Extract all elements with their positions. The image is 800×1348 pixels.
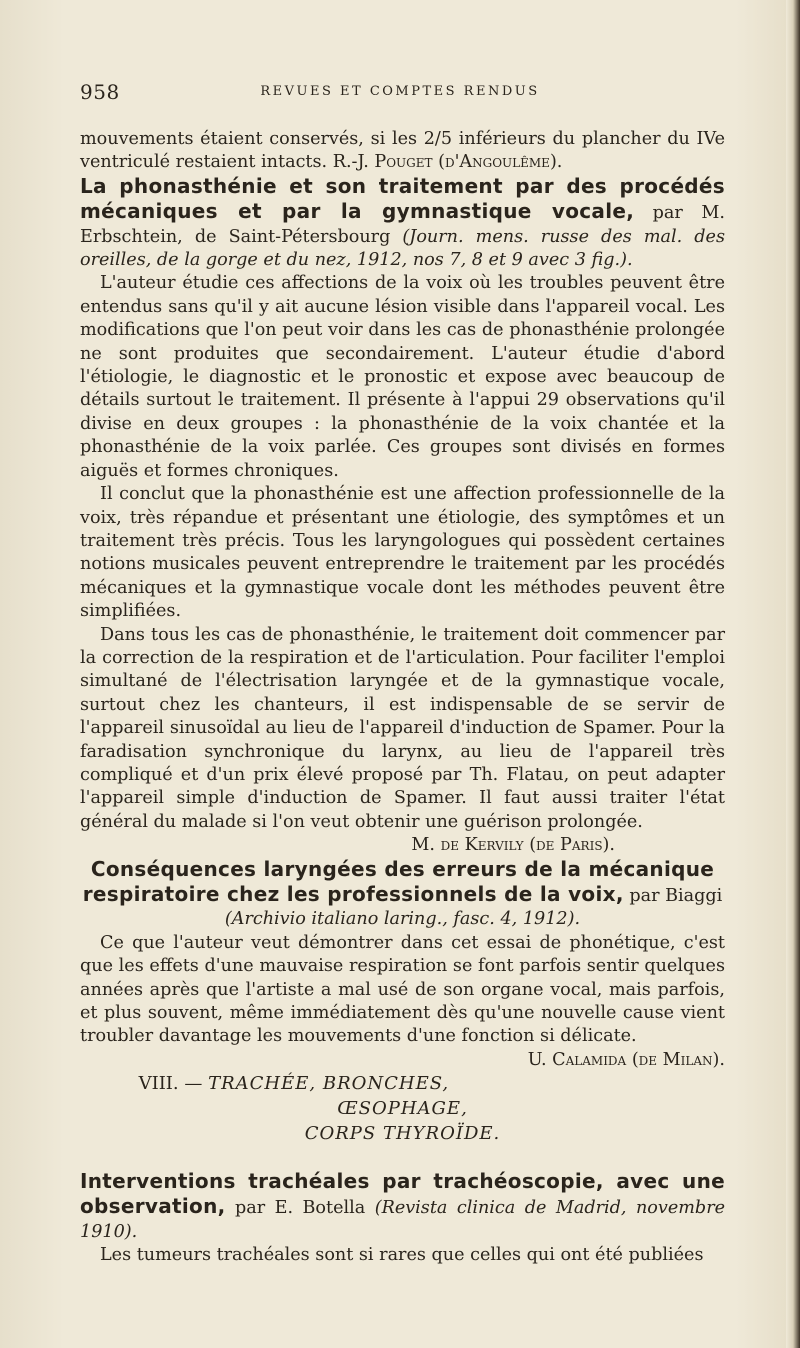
page-header (80, 80, 720, 102)
article-1-signature (80, 834, 725, 857)
page-number: 958 (80, 80, 120, 104)
article-2-paragraph (80, 932, 725, 1070)
article-1-byline: par M. Erbschtein, de Saint-Pétersbourg (80, 203, 725, 247)
page-body (80, 128, 725, 1267)
article-3-heading (80, 1170, 725, 1244)
running-title: REVUES ET COMPTES RENDUS (260, 84, 540, 99)
article-2-text: Ce que l'auteur veut démontrer dans cet essai de phonétique, c'est que les effets d'une mauvaise respiration se font parfois sentir quelques années après que l'artiste a mal usé de son organe vocal, mais parfois, et plus souvent, même immédiatement dès qu'une nouvelle cause vient troubler davantage les mouvements d'une fonction si délicate. (80, 932, 725, 1047)
article-2-signature: U. Calamida (de Milan). (527, 1049, 725, 1070)
article-1-signature-text: M. de Kervily (de Paris). (411, 835, 615, 856)
article-3-citation: (Revista clinica de Madrid, novembre 1910). (80, 1198, 726, 1242)
article-1-citation: (Journ. mens. russe des mal. des oreilles, de la gorge et du nez, 1912, nos 7, 8 et 9 avec 3 fig.). (80, 226, 725, 271)
section-heading (80, 1071, 725, 1146)
article-3-byline: par E. Botella (234, 1198, 366, 1219)
article-3-paragraph: Les tumeurs trachéales sont si rares que celles qui ont été publiées (100, 1245, 704, 1266)
article-2-heading (80, 858, 725, 932)
article-1-paragraph-1: L'auteur étudie ces affections de la voix où les troubles peuvent être entendus sans qu'il y ait aucune lésion visible dans l'appareil vocal. Les modifications que l'on peut voir dans les cas de phonasthénie prolongée ne sont produites que secondairement. L'auteur étudie d'abord l'étiologie, le diagnostic et le pronostic et expose avec beaucoup de détails surtout le traitement. Il présente à l'appui 29 observations qu'il divise en deux groupes : la phonasthénie de la voix chantée et la phonasthénie de la voix parlée. Ces groupes sont divisés en formes aiguës et formes chroniques. (80, 273, 725, 481)
section-number: VIII. — (138, 1072, 203, 1094)
article-1-title: La phonasthénie et son traitement par des procédés mécaniques et par la gymnastique vocale, (80, 173, 725, 224)
continued-text: mouvements étaient conservés, si les 2/5 inférieurs du plancher du IVe ventriculé restaient intacts. (80, 129, 725, 173)
continued-author: R.-J. Pouget (d'Angoulême). (332, 152, 563, 173)
article-2-byline: par Biaggi (629, 886, 723, 906)
section-title-line-1: TRACHÉE, BRONCHES, ŒSOPHAGE, (208, 1072, 468, 1119)
continued-paragraph (80, 128, 725, 175)
article-2-citation: (Archivio italiano laring., fasc. 4, 1912). (224, 909, 581, 930)
article-1-heading (80, 175, 725, 273)
article-2-title: Conséquences laryngées des erreurs de la mécanique respiratoire chez les professionnels de la voix, (82, 856, 715, 906)
page-binding-edge (786, 0, 800, 1348)
article-1-paragraph-3: Dans tous les cas de phonasthénie, le traitement doit commencer par la correction de la respiration et de l'articulation. Pour faciliter l'emploi simultané de l'électrisation laryngée et de la gymnastique vocale, surtout chez les chanteurs, il est indispensable de se servir de l'appareil sinusoïdal au lieu de l'appareil d'induction de Spamer. Pour la faradisation synchronique du larynx, au lieu de l'appareil très compliqué et d'un prix élevé proposé par Th. Flatau, on peut adapter l'appareil simple d'induction de Spamer. Il faut aussi traiter l'état général du malade si l'on veut obtenir une guérison prolongée. (80, 624, 725, 832)
article-3-title: Interventions trachéales par trachéoscopie, avec une observation, (80, 1168, 725, 1219)
article-1-paragraph-2: Il conclut que la phonasthénie est une affection professionnelle de la voix, très répandue et présentant une étiologie, des symptômes et un traitement très précis. Tous les laryngologues qui possèdent certaines notions musicales peuvent entreprendre le traitement par les procédés mécaniques et la gymnastique vocale dont les méthodes peuvent être simplifiées. (80, 484, 725, 622)
section-title-line-2: CORPS THYROÏDE. (304, 1122, 501, 1144)
section-heading-line-1 (80, 1071, 725, 1121)
